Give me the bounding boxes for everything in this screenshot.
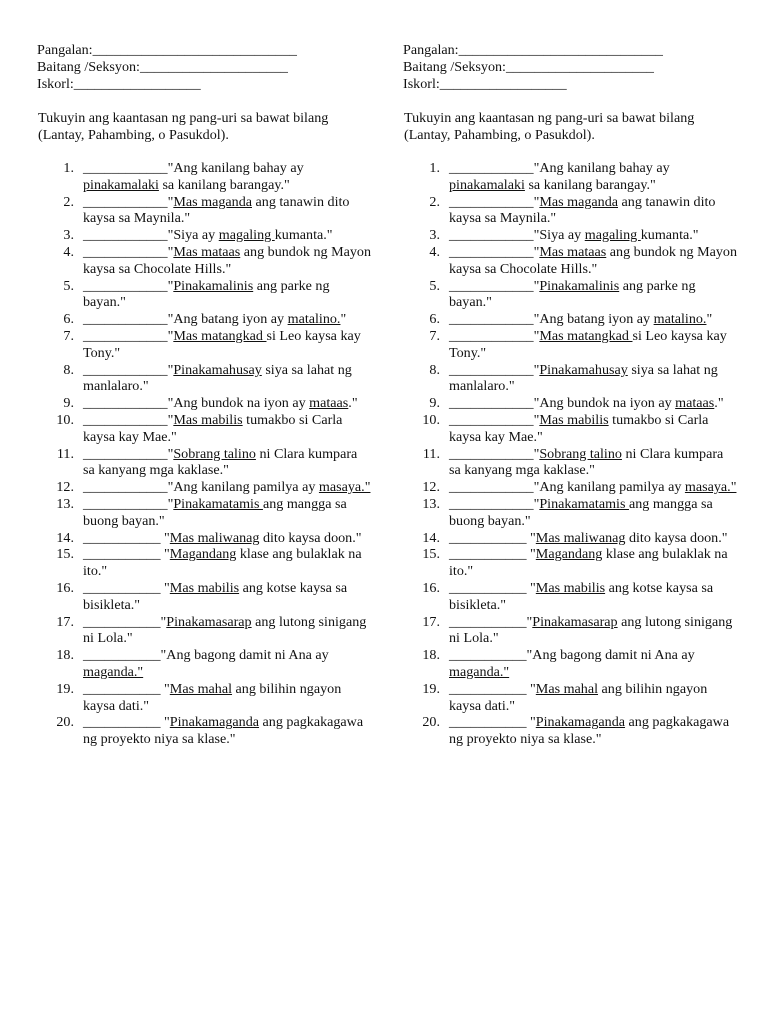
question-item (403, 530, 738, 547)
adjective-underlined: Sobrang talino (539, 445, 622, 462)
answer-blank[interactable]: ___________ (83, 580, 161, 596)
question-text: " (526, 714, 536, 731)
score-field: Iskorl:__________________ (403, 75, 567, 92)
question-item (37, 244, 372, 278)
question-text-end: ang lutong sinigang ni Lola." (449, 613, 733, 647)
question-number: 15. (56, 546, 74, 563)
adjective-underlined: Sobrang talino (173, 445, 256, 462)
instructions: Tukuyin ang kaantasan ng pang-uri sa bawat bilang (Lantay, Pahambing, o Pasukdol). (404, 109, 695, 143)
grade-section-field: Baitang /Seksyon:_____________________ (403, 58, 654, 75)
question-text-end: ang tanawin dito kaysa sa Maynila." (83, 193, 350, 227)
question-text: " (533, 193, 540, 210)
adjective-underlined: Pinakamasarap (532, 613, 618, 630)
question-item (403, 580, 738, 614)
adjective-underlined: mataas (675, 395, 715, 412)
answer-blank[interactable]: ___________ (83, 714, 161, 731)
question-item (403, 395, 738, 412)
question-text-end: ." (348, 395, 358, 412)
question-item (37, 647, 372, 681)
answer-blank[interactable]: ___________ (83, 680, 161, 697)
adjective-underlined: magaling (218, 227, 275, 244)
adjective-underlined: Pinakamatamis (539, 496, 629, 513)
adjective-underlined: Magandang (169, 546, 237, 563)
question-text: "Ang batang iyon ay (167, 311, 288, 328)
grade-section-field: Baitang /Seksyon:_____________________ (37, 58, 288, 75)
adjective-underlined: Mas mahal (169, 680, 233, 697)
question-item (37, 362, 372, 396)
question-number: 3. (429, 227, 440, 244)
answer-blank[interactable]: ___________ (83, 546, 161, 563)
question-item (37, 160, 372, 194)
question-text: " (167, 244, 174, 261)
adjective-underlined: Pinakamaganda (535, 714, 626, 731)
question-number: 16. (422, 580, 440, 596)
answer-blank[interactable]: ____________ (449, 227, 534, 244)
adjective-underlined: Mas mahal (535, 680, 599, 697)
answer-blank[interactable]: ____________ (449, 160, 534, 177)
adjective-underlined: Mas mabilis (173, 412, 243, 429)
question-number: 7. (63, 328, 74, 345)
question-text: " (160, 680, 170, 697)
adjective-underlined: Pinakamahusay (539, 361, 628, 378)
question-text-end: si Leo kaysa kay Tony." (83, 328, 361, 361)
question-number: 12. (422, 479, 440, 496)
question-number: 4. (63, 244, 74, 261)
question-text-end: klase ang bulaklak na ito." (449, 546, 728, 580)
question-number: 6. (429, 311, 440, 328)
answer-blank[interactable]: ____________ (83, 412, 168, 429)
answer-blank[interactable]: ____________ (83, 227, 168, 244)
question-text-end: tumakbo si Carla kaysa kay Mae." (83, 412, 343, 445)
question-text: " (160, 613, 167, 630)
question-number: 2. (63, 193, 74, 210)
answer-blank[interactable]: ____________ (83, 193, 168, 210)
question-number: 11. (56, 445, 74, 462)
question-item (37, 446, 372, 480)
answer-blank[interactable]: ____________ (83, 496, 168, 513)
question-number: 4. (429, 244, 440, 261)
question-text-end: " (340, 311, 347, 328)
question-item (403, 311, 738, 328)
question-text: " (533, 277, 540, 294)
answer-blank[interactable]: ___________ (449, 680, 527, 697)
question-number: 13. (422, 496, 440, 513)
question-number: 17. (56, 613, 74, 630)
question-text: " (526, 613, 533, 630)
question-text-end: sa kanilang barangay." (524, 176, 656, 193)
question-text-end: ni Clara kumpara sa kanyang mga kaklase." (83, 445, 358, 479)
question-item (37, 580, 372, 614)
answer-blank[interactable]: ____________ (449, 244, 534, 261)
question-text-end: ni Clara kumpara sa kanyang mga kaklase." (449, 445, 724, 479)
question-number: 9. (429, 395, 440, 412)
question-number: 18. (56, 647, 74, 664)
question-list (37, 160, 372, 748)
answer-blank[interactable]: ____________ (83, 328, 168, 345)
question-text: " (533, 361, 540, 378)
question-text: " (526, 680, 536, 697)
adjective-underlined: Mas mabilis (535, 580, 606, 596)
question-item (403, 362, 738, 396)
question-item (37, 194, 372, 228)
question-text: " (167, 445, 174, 462)
question-item (403, 160, 738, 194)
adjective-underlined: Magandang (535, 546, 603, 563)
adjective-underlined: Pinakamalinis (539, 277, 620, 294)
question-text-end: ang pagkakagawa ng proyekto niya sa klase." (449, 714, 730, 748)
answer-blank[interactable]: ___________ (449, 714, 527, 731)
question-item (37, 496, 372, 530)
question-text-end: siya sa lahat ng manlalaro." (449, 361, 718, 395)
question-text-end: ang tanawin dito kaysa sa Maynila." (449, 193, 716, 227)
question-number: 6. (63, 311, 74, 328)
adjective-underlined: Pinakamatamis (173, 496, 263, 513)
question-list (403, 160, 738, 748)
answer-blank[interactable]: ____________ (449, 412, 534, 429)
question-text: " (160, 714, 170, 731)
answer-blank[interactable]: ____________ (83, 395, 168, 412)
answer-blank[interactable]: ___________ (83, 529, 161, 546)
answer-blank[interactable]: ____________ (449, 361, 534, 378)
question-item (37, 395, 372, 412)
question-item (37, 412, 372, 446)
question-text-end: ang lutong sinigang ni Lola." (83, 613, 367, 647)
question-item (37, 328, 372, 362)
answer-blank[interactable]: ____________ (449, 328, 534, 345)
question-item (403, 328, 738, 362)
answer-blank[interactable]: ____________ (83, 244, 168, 261)
question-text: " (167, 328, 174, 345)
question-number: 15. (422, 546, 440, 563)
adjective-underlined: Mas matangkad (173, 328, 267, 345)
question-text-end: ang kotse kaysa sa bisikleta." (449, 580, 714, 613)
answer-blank[interactable]: ____________ (449, 277, 534, 294)
question-text: " (167, 193, 174, 210)
answer-blank[interactable]: ___________ (83, 647, 161, 664)
question-text-end: ang parke ng bayan." (449, 277, 696, 311)
question-item (403, 546, 738, 580)
question-item (403, 446, 738, 480)
question-number: 9. (63, 395, 74, 412)
answer-blank[interactable]: ____________ (83, 479, 168, 496)
question-item (37, 311, 372, 328)
question-number: 1. (63, 160, 74, 177)
question-number: 13. (56, 496, 74, 513)
question-number: 1. (429, 160, 440, 177)
adjective-underlined: Mas matangkad (539, 328, 633, 345)
question-text: " (533, 496, 540, 513)
adjective-underlined: Mas mabilis (169, 580, 240, 596)
adjective-underlined: masaya." (318, 479, 371, 496)
question-text-end: siya sa lahat ng manlalaro." (83, 361, 352, 395)
question-number: 5. (429, 277, 440, 294)
question-item (403, 479, 738, 496)
adjective-underlined: maganda." (83, 663, 144, 680)
question-item (37, 479, 372, 496)
adjective-underlined: Mas maganda (539, 193, 618, 210)
question-item (403, 194, 738, 228)
adjective-underlined: matalino. (653, 311, 707, 328)
adjective-underlined: Pinakamasarap (166, 613, 252, 630)
question-number: 20. (422, 714, 440, 731)
adjective-underlined: pinakamalaki (83, 176, 159, 193)
question-text-end: ang kotse kaysa sa bisikleta." (83, 580, 348, 613)
question-number: 3. (63, 227, 74, 244)
question-text: "Ang bundok na iyon ay (167, 395, 310, 412)
question-text: "Ang bagong damit ni Ana ay (526, 647, 695, 664)
question-text: " (526, 580, 536, 596)
answer-blank[interactable]: ___________ (449, 647, 527, 664)
adjective-underlined: masaya." (684, 479, 737, 496)
answer-blank[interactable]: ____________ (449, 395, 534, 412)
question-text: "Ang batang iyon ay (533, 311, 654, 328)
adjective-underlined: Mas maliwanag (169, 529, 260, 546)
question-number: 5. (63, 277, 74, 294)
question-text-end: sa kanilang barangay." (158, 176, 290, 193)
question-text-end: ang parke ng bayan." (83, 277, 330, 311)
question-item (37, 714, 372, 748)
question-number: 10. (56, 412, 74, 429)
answer-blank[interactable]: ____________ (449, 445, 534, 462)
name-field: Pangalan:_____________________________ (403, 42, 663, 58)
adjective-underlined: pinakamalaki (449, 176, 525, 193)
answer-blank[interactable]: ____________ (83, 160, 168, 177)
question-text: "Siya ay (533, 227, 585, 244)
question-item (37, 227, 372, 244)
question-item (403, 412, 738, 446)
question-item (403, 714, 738, 748)
question-number: 17. (422, 613, 440, 630)
answer-blank[interactable]: ____________ (83, 445, 168, 462)
question-text: " (167, 361, 174, 378)
answer-blank[interactable]: ___________ (449, 580, 527, 596)
question-text-end: ang pagkakagawa ng proyekto niya sa klase." (83, 714, 364, 748)
instructions: Tukuyin ang kaantasan ng pang-uri sa bawat bilang (Lantay, Pahambing, o Pasukdol). (38, 109, 329, 143)
answer-blank[interactable]: ____________ (449, 496, 534, 513)
answer-blank[interactable]: ____________ (83, 311, 168, 328)
score-field: Iskorl:__________________ (37, 75, 201, 92)
question-text: " (533, 328, 540, 345)
question-text: " (533, 412, 540, 429)
answer-blank[interactable]: ____________ (449, 193, 534, 210)
question-item (403, 278, 738, 312)
worksheet-left (37, 42, 372, 748)
answer-blank[interactable]: ____________ (83, 361, 168, 378)
question-text-end: kumanta." (274, 227, 333, 244)
question-text-end: si Leo kaysa kay Tony." (449, 328, 727, 361)
question-text: " (533, 445, 540, 462)
question-number: 19. (56, 680, 74, 697)
question-text: " (167, 412, 174, 429)
question-number: 8. (63, 361, 74, 378)
question-item (37, 278, 372, 312)
question-text: "Ang kanilang bahay ay (167, 160, 304, 177)
answer-blank[interactable]: ____________ (449, 479, 534, 496)
question-text: " (160, 580, 170, 596)
question-number: 7. (429, 328, 440, 345)
adjective-underlined: Mas mabilis (539, 412, 609, 429)
question-number: 14. (56, 529, 74, 546)
question-text-end: kumanta." (640, 227, 699, 244)
name-field: Pangalan:_____________________________ (37, 42, 297, 58)
question-number: 16. (56, 580, 74, 596)
question-text-end: dito kaysa doon." (259, 529, 362, 546)
adjective-underlined: Mas mataas (173, 244, 241, 261)
question-number: 14. (422, 529, 440, 546)
adjective-underlined: Mas maliwanag (535, 529, 626, 546)
question-number: 2. (429, 193, 440, 210)
question-item (37, 681, 372, 715)
answer-blank[interactable]: ___________ (449, 546, 527, 563)
question-text: " (160, 529, 170, 546)
answer-blank[interactable]: ___________ (83, 613, 161, 630)
question-text-end: tumakbo si Carla kaysa kay Mae." (449, 412, 709, 445)
question-text: " (160, 546, 170, 563)
question-item (403, 244, 738, 278)
adjective-underlined: matalino. (287, 311, 341, 328)
question-text: " (533, 244, 540, 261)
answer-blank[interactable]: ____________ (83, 277, 168, 294)
adjective-underlined: maganda." (449, 663, 510, 680)
question-text: "Ang kanilang pamilya ay (167, 479, 319, 496)
question-item (403, 227, 738, 244)
question-item (403, 614, 738, 648)
adjective-underlined: magaling (584, 227, 641, 244)
question-number: 8. (429, 361, 440, 378)
question-text: "Ang kanilang bahay ay (533, 160, 670, 177)
question-text-end: " (706, 311, 713, 328)
question-text-end: ." (714, 395, 724, 412)
question-text: "Siya ay (167, 227, 219, 244)
question-item (403, 647, 738, 681)
question-item (403, 681, 738, 715)
question-text-end: ang mangga sa buong bayan." (83, 496, 347, 529)
question-text: " (526, 529, 536, 546)
question-text-end: dito kaysa doon." (625, 529, 728, 546)
question-item (403, 496, 738, 530)
answer-blank[interactable]: ____________ (449, 311, 534, 328)
question-text-end: ang mangga sa buong bayan." (449, 496, 713, 529)
question-text-end: ang bundok ng Mayon kaysa sa Chocolate Hills." (449, 244, 738, 277)
question-number: 11. (422, 445, 440, 462)
question-item (37, 530, 372, 547)
question-item (37, 546, 372, 580)
worksheet-right (403, 42, 738, 748)
question-number: 10. (422, 412, 440, 429)
question-text: " (526, 546, 536, 563)
question-text-end: ang bundok ng Mayon kaysa sa Chocolate Hills." (83, 244, 372, 277)
adjective-underlined: Pinakamaganda (169, 714, 260, 731)
question-text-end: ang bilihin ngayon kaysa dati." (83, 680, 342, 714)
adjective-underlined: mataas (309, 395, 349, 412)
question-number: 12. (56, 479, 74, 496)
question-item (37, 614, 372, 648)
question-text: "Ang kanilang pamilya ay (533, 479, 685, 496)
adjective-underlined: Mas mataas (539, 244, 607, 261)
question-text: " (167, 496, 174, 513)
question-number: 18. (422, 647, 440, 664)
question-number: 19. (422, 680, 440, 697)
question-text: "Ang bundok na iyon ay (533, 395, 676, 412)
adjective-underlined: Pinakamalinis (173, 277, 254, 294)
adjective-underlined: Pinakamahusay (173, 361, 262, 378)
question-text-end: klase ang bulaklak na ito." (83, 546, 362, 580)
question-number: 20. (56, 714, 74, 731)
question-text: " (167, 277, 174, 294)
answer-blank[interactable]: ___________ (449, 529, 527, 546)
question-text: "Ang bagong damit ni Ana ay (160, 647, 329, 664)
question-text-end: ang bilihin ngayon kaysa dati." (449, 680, 708, 714)
answer-blank[interactable]: ___________ (449, 613, 527, 630)
adjective-underlined: Mas maganda (173, 193, 252, 210)
